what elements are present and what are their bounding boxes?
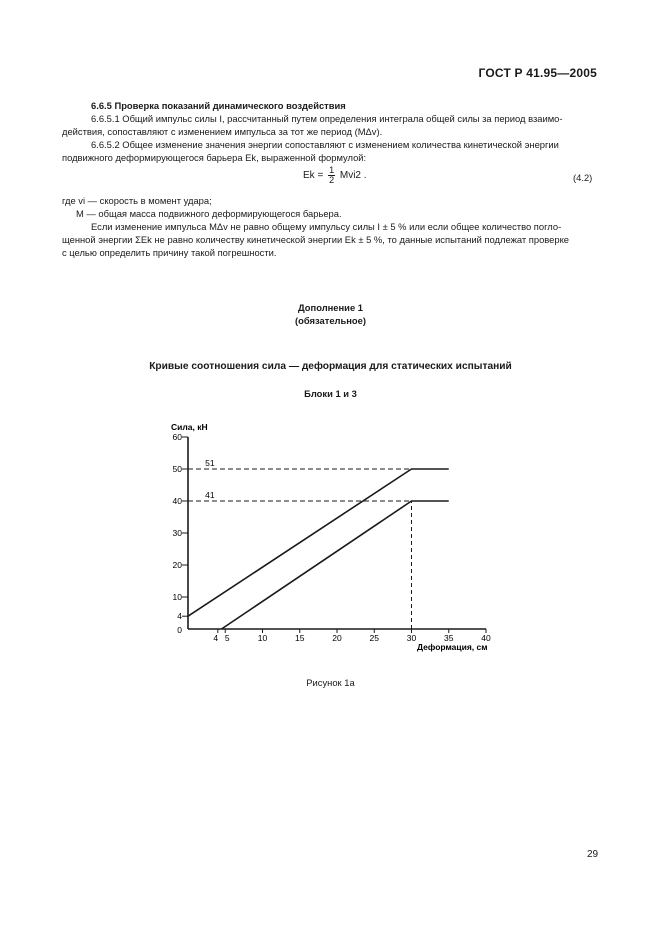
formula-number: (4.2) — [573, 172, 593, 183]
paragraph-3-line-3: с целью определить причину такой погрешности. — [62, 247, 277, 258]
formula-lhs: Ek = — [303, 170, 324, 182]
y-tick-label: 40 — [172, 496, 182, 506]
appendix-title: Дополнение 1 — [298, 302, 363, 313]
paragraph-2-line-2: подвижного деформирующегося барьера Ek, выраженной формулой: — [62, 152, 367, 163]
paragraph-3-line-1: Если изменение импульса MΔv не равно общему импульсу силы I ± 5 % или если общее количество погло- — [91, 221, 562, 232]
standard-number: ГОСТ Р 41.95—2005 — [478, 66, 597, 80]
where-line-1: где vi — скорость в момент удара; — [62, 195, 212, 206]
x-tick-label: 30 — [406, 633, 417, 643]
figure-caption: Рисунок 1а — [306, 677, 355, 688]
formula-rhs: Mvi2 . — [339, 170, 367, 182]
chart-series — [188, 469, 449, 629]
x-tick-labels — [213, 629, 491, 643]
y-tick-label: 30 — [172, 528, 182, 538]
y-tick-label: 4 — [177, 611, 182, 622]
x-tick-label: 15 — [295, 633, 305, 643]
y-tick-label: 60 — [172, 432, 182, 442]
appendix-heading: Кривые соотношения сила — деформация для статических испытаний — [149, 361, 512, 372]
x-tick-label: 4 — [213, 633, 219, 643]
chart-axes — [188, 437, 486, 629]
x-tick-label: 35 — [444, 633, 454, 643]
series-51-label: 51 — [205, 458, 215, 468]
chart-reference-lines — [188, 469, 412, 629]
y-axis-label: Сила, кН — [171, 422, 208, 432]
blocks-label: Блоки 1 и 3 — [304, 388, 357, 399]
y-tick-labels — [173, 432, 188, 635]
formula-numerator: 1 — [329, 165, 335, 175]
series-41-label: 41 — [205, 490, 215, 500]
series-labels — [205, 458, 215, 500]
page-number: 29 — [587, 849, 599, 860]
x-tick-label: 10 — [257, 633, 268, 643]
paragraph-1-line-2: действия, сопоставляют с изменением импульса за тот же период (MΔv). — [62, 126, 383, 137]
x-tick-label: 40 — [481, 633, 491, 643]
paragraph-2-line-1: 6.6.5.2 Общее изменение значения энергии сопоставляют с изменением количества кинетической энергии — [91, 139, 559, 150]
paragraph-3-line-2: щенной энергии ΣEk не равно количеству кинетической энергии Ek ± 5 %, то данные испытаний подлежат проверке — [62, 234, 570, 245]
appendix-subtitle: (обязательное) — [295, 315, 366, 326]
y-tick-label: 20 — [172, 560, 182, 570]
section-heading: 6.6.5 Проверка показаний динамического воздействия — [91, 100, 346, 111]
y-tick-label: 10 — [172, 592, 182, 602]
x-axis-label: Деформация, см — [417, 642, 488, 652]
y-tick-label: 0 — [177, 625, 182, 635]
x-tick-label: 5 — [224, 633, 230, 643]
formula-denominator: 2 — [329, 175, 335, 185]
y-tick-label: 50 — [172, 464, 182, 474]
x-tick-label: 25 — [369, 633, 379, 643]
where-line-2: M — общая масса подвижного деформирующегося барьера. — [76, 208, 342, 219]
series-51-line — [188, 469, 449, 616]
paragraph-1-line-1: 6.6.5.1 Общий импульс силы I, рассчитанный путем определения интеграла общей силы за период взаимо- — [91, 113, 563, 124]
x-tick-label: 20 — [332, 633, 342, 643]
